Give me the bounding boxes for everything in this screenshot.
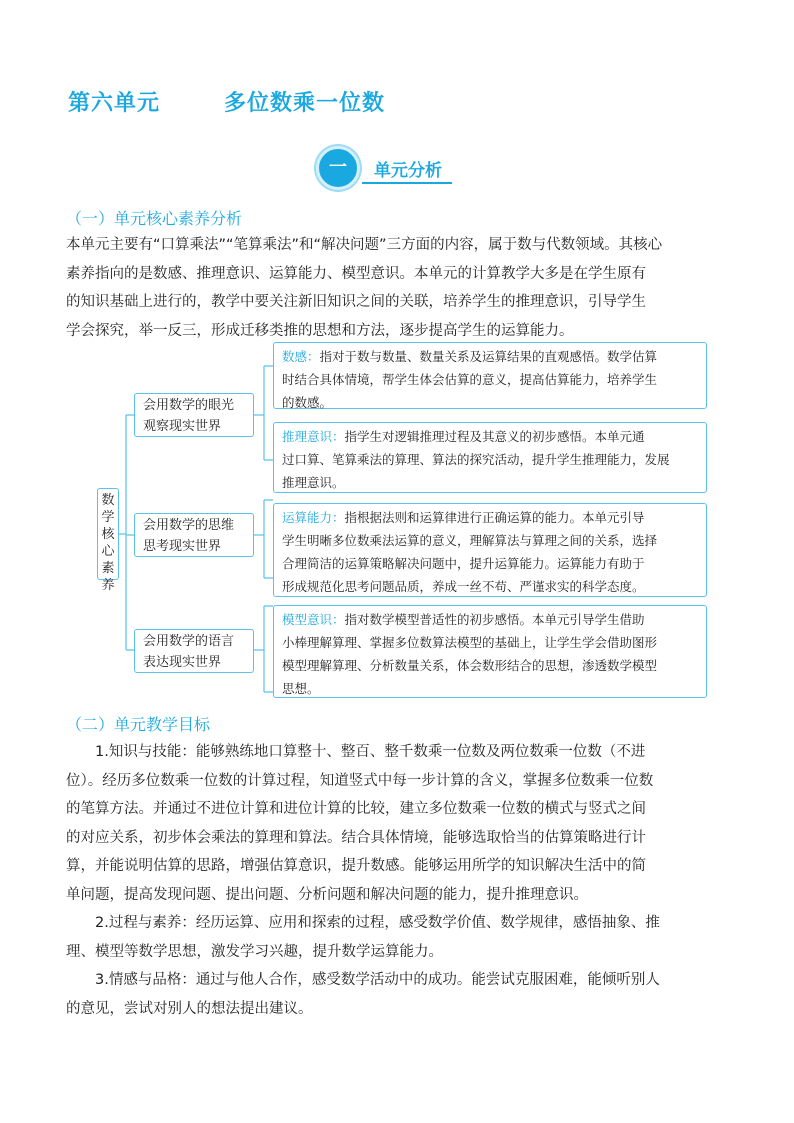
leaf-line: 思想。: [282, 681, 320, 696]
leaf-line: 合理简洁的运算策略解决问题中，提升运算能力。运算能力有助于: [282, 556, 645, 571]
branch-line: 会用数学的眼光: [143, 398, 235, 413]
leaf-line: 小棒理解算理、掌握多位数算法模型的基础上，让学生学会借助图形: [282, 635, 658, 650]
leaf-keyword: 模型意识：: [282, 612, 345, 627]
root-char: 心: [101, 544, 115, 559]
leaf-line: 推理意识。: [282, 475, 345, 490]
branch-line: 观察现实世界: [143, 419, 222, 434]
branch-express: [134, 629, 254, 673]
leaf-keyword: 推理意识：: [282, 429, 345, 444]
paragraph-line: 单问题，提高发现问题、提出问题、分析问题和解决问题的能力，提升推理意识。: [66, 886, 588, 903]
paragraph-line: 的对应关系，初步体会乘法的算理和算法。结合具体情境，能够选取恰当的估算策略进行计: [66, 829, 646, 846]
leaf-line: 时结合具体情境，帮学生体会估算的意义，提高估算能力，培养学生: [282, 372, 658, 387]
branch-line: 表达现实世界: [143, 655, 222, 670]
paragraph-line: 3.情感与品格：通过与他人合作，感受数学活动中的成功。能尝试克服困难，能倾听别人: [95, 972, 660, 988]
badge-underline: [362, 182, 452, 184]
root-char: 素: [101, 561, 115, 576]
root-char: 核: [101, 527, 115, 542]
badge-label: 单元分析: [374, 161, 442, 181]
leaf-reasoning: [273, 422, 707, 493]
leaf-number-sense: [273, 342, 707, 409]
leaf-line: 的数感。: [282, 395, 333, 410]
badge-number: 一: [316, 146, 360, 190]
root-char: 学: [101, 510, 115, 525]
paragraph-line: 2.过程与素养：经历运算、应用和探索的过程，感受数学价值、数学规律，感悟抽象、推: [95, 915, 660, 931]
branch-line: 会用数学的语言: [143, 634, 235, 649]
branch-line: 思考现实世界: [143, 539, 222, 554]
section-badge: [316, 146, 456, 192]
root-core-literacy: [97, 488, 119, 593]
branch-think: [134, 513, 254, 557]
paragraph-line: 位）。经历多位数乘一位数的计算过程，知道竖式中每一步计算的含义，掌握多位数乘一位数: [66, 772, 654, 789]
paragraph-line: 算，并能说明估算的思路，增强估算意识，提升数感。能够运用所学的知识解决生活中的简: [66, 858, 646, 874]
section2-body: [66, 738, 726, 1023]
leaf-line: 形成规范化思考问题品质，养成一丝不苟、严谨求实的科学态度。: [282, 579, 645, 594]
paragraph-line: 本单元主要有“口算乘法”“笔算乘法”和“解决问题”三方面的内容，属于数与代数领域。其核心: [66, 237, 663, 253]
leaf-model: [273, 605, 707, 698]
paragraph-line: 的笔算方法。并通过不进位计算和进位计算的比较，建立多位数乘一位数的横式与竖式之间: [66, 801, 646, 817]
leaf-line: 指对数学模型普适性的初步感悟。本单元引导学生借助: [344, 612, 645, 627]
branch-observe: [134, 393, 254, 437]
paragraph-line: 的知识基础上进行的，教学中要关注新旧知识之间的关联，培养学生的推理意识，引导学生: [66, 294, 646, 310]
leaf-keyword: 运算能力：: [282, 510, 345, 525]
unit-title: 多位数乘一位数: [224, 91, 386, 116]
leaf-line: 指学生对逻辑推理过程及其意义的初步感悟。本单元通: [344, 429, 645, 444]
paragraph-line: 素养指向的是数感、推理意识、运算能力、模型意识。本单元的计算教学大多是在学生原有: [66, 265, 646, 282]
paragraph-line: 的意见，尝试对别人的想法提出建议。: [66, 1000, 313, 1017]
root-char: 养: [101, 578, 115, 593]
leaf-operation: [273, 503, 707, 597]
paragraph-line: 学会探究，举一反三，形成迁移类推的思想和方法，逐步提高学生的运算能力。: [66, 322, 574, 339]
root-char: 数: [101, 493, 115, 508]
leaf-line: 指根据法则和运算律进行正确运算的能力。本单元引导: [344, 510, 645, 525]
unit-number: 第六单元: [68, 91, 161, 116]
leaf-line: 模型理解算理、分析数量关系，体会数形结合的思想，渗透数学模型: [282, 658, 658, 673]
leaf-line: 过口算、笔算乘法的算理、算法的探究活动，提升学生推理能力，发展: [282, 452, 670, 467]
core-literacy-diagram: [92, 340, 712, 700]
section1-body: [66, 231, 726, 345]
paragraph-line: 1.知识与技能：能够熟练地口算整十、整百、整千数乘一位数及两位数乘一位数（不进: [95, 744, 646, 760]
leaf-line: 学生明晰多位数乘法运算的意义，理解算法与算理之间的关系，选择: [282, 533, 658, 548]
section1-title: （一）单元核心素养分析: [66, 209, 243, 228]
leaf-keyword: 数感：: [282, 349, 320, 364]
branch-line: 会用数学的思维: [143, 518, 235, 533]
leaf-line: 指对于数与数量、数量关系及运算结果的直观感悟。数学估算: [319, 349, 658, 364]
section2-title: （二）单元教学目标: [66, 715, 211, 734]
paragraph-line: 理、模型等数学思想，激发学习兴趣，提升数学运算能力。: [66, 943, 443, 960]
